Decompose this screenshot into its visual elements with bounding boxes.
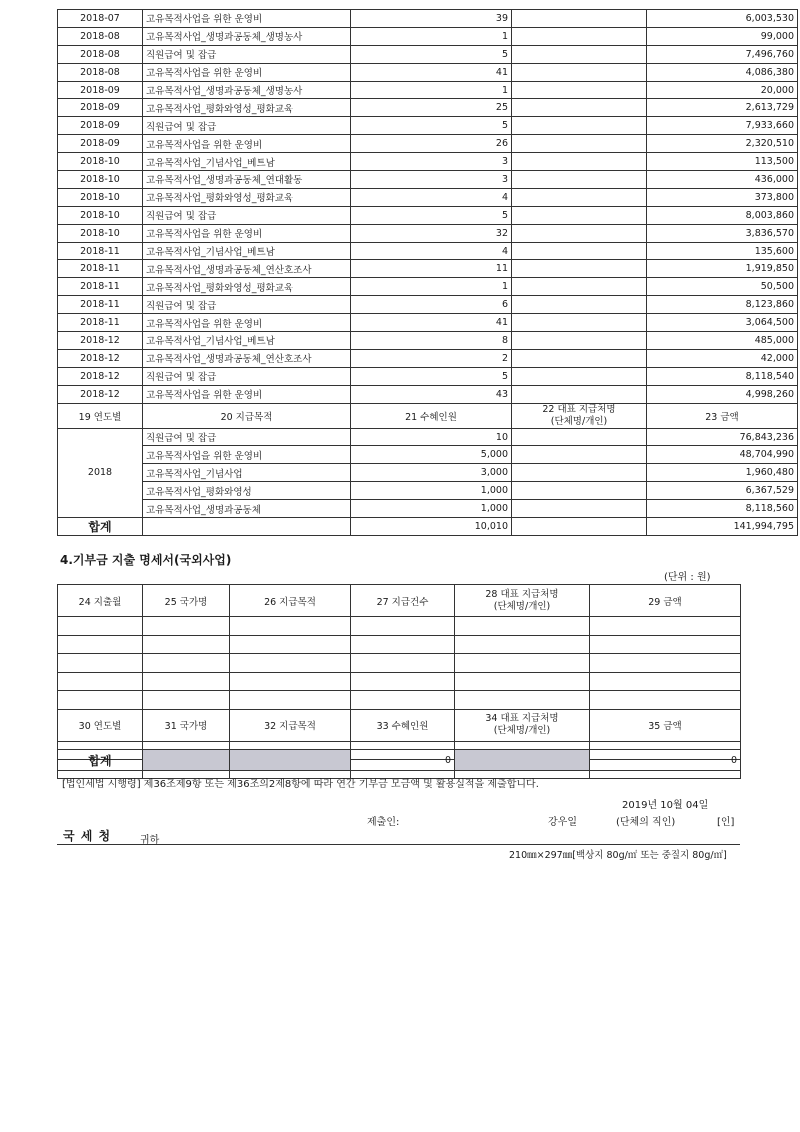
row-amount: 20,000: [647, 81, 798, 99]
row-month: 2018-12: [58, 349, 143, 367]
row-amount: 135,600: [647, 242, 798, 260]
row-purpose: 고유목적사업을 위한 운영비: [143, 224, 351, 242]
row-amount: 3,064,500: [647, 314, 798, 332]
summary-count: 10: [351, 428, 512, 446]
row-rep: [512, 224, 647, 242]
row-purpose: 고유목적사업_기념사업_베트남: [143, 153, 351, 171]
row-count: 1: [351, 81, 512, 99]
row-rep: [512, 206, 647, 224]
unit-label: (단위 : 원): [664, 572, 711, 583]
expenditure-row: [58, 188, 798, 206]
expenditure-row: [58, 349, 798, 367]
row-amount: 373,800: [647, 188, 798, 206]
row-count: 2: [351, 349, 512, 367]
row-count: 5: [351, 206, 512, 224]
col-rep-recipient-header: [455, 585, 590, 617]
row-rep: [512, 27, 647, 45]
row-rep: [512, 117, 647, 135]
overseas-total-row: [58, 750, 741, 771]
summary-row: [58, 500, 798, 518]
summary-amount: 1,960,480: [647, 464, 798, 482]
expenditure-row: [58, 45, 798, 63]
row-purpose: 고유목적사업을 위한 운영비: [143, 385, 351, 403]
row-amount: 2,320,510: [647, 135, 798, 153]
row-rep: [512, 135, 647, 153]
expenditure-row: [58, 153, 798, 171]
expenditure-row: [58, 206, 798, 224]
row-purpose: 고유목적사업_평화와영성_평화교육: [143, 278, 351, 296]
monthly-rows: [58, 10, 798, 404]
expenditure-row: [58, 63, 798, 81]
expenditure-row: [58, 367, 798, 385]
seal-label: (단체의 직인): [616, 817, 676, 828]
row-rep: [512, 385, 647, 403]
col-beneficiaries-header: 33 수혜인원: [351, 709, 455, 741]
total-count: 10,010: [351, 518, 512, 536]
empty-row: [58, 672, 741, 691]
shaded-cell: [455, 750, 590, 771]
summary-count: 1,000: [351, 500, 512, 518]
row-amount: 8,123,860: [647, 296, 798, 314]
expenditure-row: [58, 242, 798, 260]
row-month: 2018-10: [58, 188, 143, 206]
row-count: 5: [351, 45, 512, 63]
row-rep: [512, 63, 647, 81]
paper-spec: 210㎜×297㎜[백상지 80g/㎡ 또는 중질지 80g/㎡]: [509, 850, 727, 861]
expenditure-row: [58, 224, 798, 242]
summary-purpose: 고유목적사업_생명과공동체: [143, 500, 351, 518]
overseas-total-table: [57, 749, 741, 771]
row-amount: 2,613,729: [647, 99, 798, 117]
row-month: 2018-09: [58, 117, 143, 135]
row-rep: [512, 99, 647, 117]
expenditure-row: [58, 10, 798, 28]
row-amount: 4,086,380: [647, 63, 798, 81]
row-month: 2018-12: [58, 332, 143, 350]
col-amount-header: 23 금액: [647, 403, 798, 428]
row-count: 32: [351, 224, 512, 242]
row-rep: [512, 171, 647, 189]
row-amount: 485,000: [647, 332, 798, 350]
total-purpose-empty: [143, 518, 351, 536]
overseas-total-label: 합계: [58, 750, 143, 771]
row-count: 1: [351, 278, 512, 296]
row-rep: [512, 349, 647, 367]
row-count: 5: [351, 367, 512, 385]
row-count: 41: [351, 314, 512, 332]
row-count: 5: [351, 117, 512, 135]
row-month: 2018-12: [58, 367, 143, 385]
row-amount: 8,118,540: [647, 367, 798, 385]
summary-rep: [512, 428, 647, 446]
summary-purpose: 직원급여 및 잡급: [143, 428, 351, 446]
expenditure-row: [58, 135, 798, 153]
row-count: 26: [351, 135, 512, 153]
row-purpose: 직원급여 및 잡급: [143, 296, 351, 314]
summary-count: 3,000: [351, 464, 512, 482]
rep-header-line1: 34 대표 지급처명: [485, 713, 559, 724]
expenditure-row: [58, 27, 798, 45]
summary-row: [58, 482, 798, 500]
row-amount: 4,998,260: [647, 385, 798, 403]
row-purpose: 고유목적사업을 위한 운영비: [143, 63, 351, 81]
row-count: 39: [351, 10, 512, 28]
seal-mark: [인]: [717, 817, 735, 828]
submission-date: 2019년 10월 04일: [622, 800, 709, 811]
row-count: 8: [351, 332, 512, 350]
expenditure-row: [58, 278, 798, 296]
row-amount: 3,836,570: [647, 224, 798, 242]
row-month: 2018-09: [58, 99, 143, 117]
row-purpose: 고유목적사업_생명과공동체_연대활동: [143, 171, 351, 189]
row-purpose: 고유목적사업_평화와영성_평화교육: [143, 99, 351, 117]
row-rep: [512, 367, 647, 385]
row-month: 2018-11: [58, 278, 143, 296]
footer-divider: [57, 844, 740, 845]
summary-row: [58, 464, 798, 482]
row-purpose: 고유목적사업_생명과공동체_연산호조사: [143, 260, 351, 278]
row-count: 4: [351, 188, 512, 206]
row-rep: [512, 242, 647, 260]
submitter-name: 강우일: [548, 817, 577, 828]
row-month: 2018-10: [58, 224, 143, 242]
col-country-header: 31 국가명: [143, 709, 230, 741]
summary-purpose: 고유목적사업_기념사업: [143, 464, 351, 482]
summary-rep: [512, 482, 647, 500]
row-month: 2018-11: [58, 260, 143, 278]
summary-header-row: [58, 403, 798, 428]
row-purpose: 직원급여 및 잡급: [143, 117, 351, 135]
row-purpose: 직원급여 및 잡급: [143, 206, 351, 224]
row-purpose: 직원급여 및 잡급: [143, 45, 351, 63]
row-month: 2018-09: [58, 135, 143, 153]
row-month: 2018-10: [58, 206, 143, 224]
row-rep: [512, 153, 647, 171]
col-rep-recipient-header: [512, 403, 647, 428]
col-amount-header: 35 금액: [590, 709, 741, 741]
row-count: 25: [351, 99, 512, 117]
rep-header-line2: (단체명/개인): [493, 725, 551, 736]
expenditure-row: [58, 260, 798, 278]
row-month: 2018-12: [58, 385, 143, 403]
row-month: 2018-10: [58, 153, 143, 171]
row-purpose: 직원급여 및 잡급: [143, 367, 351, 385]
summary-purpose: 고유목적사업을 위한 운영비: [143, 446, 351, 464]
summary-row: [58, 428, 798, 446]
col-month-header: 24 지출월: [58, 585, 143, 617]
row-purpose: 고유목적사업을 위한 운영비: [143, 10, 351, 28]
row-amount: 50,500: [647, 278, 798, 296]
row-purpose: 고유목적사업_기념사업_베트남: [143, 332, 351, 350]
total-rep-empty: [512, 518, 647, 536]
empty-row: [58, 617, 741, 636]
row-rep: [512, 81, 647, 99]
row-amount: 7,933,660: [647, 117, 798, 135]
row-amount: 6,003,530: [647, 10, 798, 28]
row-month: 2018-08: [58, 45, 143, 63]
row-month: 2018-09: [58, 81, 143, 99]
row-rep: [512, 278, 647, 296]
empty-row: [58, 691, 741, 710]
summary-rep: [512, 446, 647, 464]
summary-purpose: 고유목적사업_평화와영성: [143, 482, 351, 500]
overseas-summary-header-row: [58, 709, 741, 741]
row-rep: [512, 188, 647, 206]
summary-rep: [512, 500, 647, 518]
summary-count: 1,000: [351, 482, 512, 500]
row-month: 2018-07: [58, 10, 143, 28]
row-rep: [512, 260, 647, 278]
total-amount: 141,994,795: [647, 518, 798, 536]
rep-header-line1: 28 대표 지급처명: [485, 588, 559, 600]
row-amount: 42,000: [647, 349, 798, 367]
row-amount: 99,000: [647, 27, 798, 45]
summary-amount: 48,704,990: [647, 446, 798, 464]
rep-header-line2: (단체명/개인): [493, 600, 551, 612]
legal-statement: [법인세법 시행령] 제36조제9항 또는 제36조의2제8항에 따라 연간 기부금 모금액 및 활용실적을 제출합니다.: [62, 779, 539, 790]
col-year-header: 30 연도별: [58, 709, 143, 741]
col-purpose-header: 20 지급목적: [143, 403, 351, 428]
summary-row: [58, 446, 798, 464]
summary-year: 2018: [58, 428, 143, 517]
col-cases-header: 27 지급건수: [351, 585, 455, 617]
row-amount: 113,500: [647, 153, 798, 171]
summary-amount: 6,367,529: [647, 482, 798, 500]
row-month: 2018-08: [58, 27, 143, 45]
row-month: 2018-11: [58, 242, 143, 260]
row-month: 2018-11: [58, 296, 143, 314]
summary-amount: 76,843,236: [647, 428, 798, 446]
row-purpose: 고유목적사업을 위한 운영비: [143, 135, 351, 153]
row-rep: [512, 314, 647, 332]
total-row: [58, 518, 798, 536]
col-purpose-header: 26 지급목적: [230, 585, 351, 617]
rep-header-line1: 22 대표 지급처명: [542, 403, 616, 415]
summary-count: 5,000: [351, 446, 512, 464]
total-label: 합계: [58, 518, 143, 536]
summary-amount: 8,118,560: [647, 500, 798, 518]
col-country-header: 25 국가명: [143, 585, 230, 617]
yearly-summary: [58, 403, 798, 535]
row-count: 3: [351, 171, 512, 189]
summary-rep: [512, 464, 647, 482]
row-count: 3: [351, 153, 512, 171]
row-count: 11: [351, 260, 512, 278]
row-count: 41: [351, 63, 512, 81]
col-amount-header: 29 금액: [590, 585, 741, 617]
expenditure-row: [58, 81, 798, 99]
rep-header-line2: (단체명/개인): [550, 415, 608, 427]
expenditure-row: [58, 99, 798, 117]
col-rep-recipient-header: [455, 709, 590, 741]
empty-row: [58, 635, 741, 654]
overseas-total-amount: 0: [590, 750, 741, 771]
row-amount: 1,919,850: [647, 260, 798, 278]
domestic-expenditure-table: [57, 9, 798, 536]
row-amount: 8,003,860: [647, 206, 798, 224]
expenditure-row: [58, 117, 798, 135]
row-count: 4: [351, 242, 512, 260]
expenditure-row: [58, 385, 798, 403]
row-month: 2018-10: [58, 171, 143, 189]
row-purpose: 고유목적사업_생명과공동체_생명농사: [143, 81, 351, 99]
col-beneficiaries-header: 21 수혜인원: [351, 403, 512, 428]
tax-office: 국 세 청: [63, 829, 112, 843]
row-rep: [512, 45, 647, 63]
section4-title: 4.기부금 지출 명세서(국외사업): [60, 553, 232, 567]
submitter-label: 제출인:: [367, 817, 400, 828]
row-month: 2018-11: [58, 314, 143, 332]
row-month: 2018-08: [58, 63, 143, 81]
row-amount: 436,000: [647, 171, 798, 189]
overseas-total-count: 0: [351, 750, 455, 771]
col-year-header: 19 연도별: [58, 403, 143, 428]
row-rep: [512, 332, 647, 350]
row-purpose: 고유목적사업_평화와영성_평화교육: [143, 188, 351, 206]
col-purpose-header: 32 지급목적: [230, 709, 351, 741]
expenditure-row: [58, 314, 798, 332]
row-count: 1: [351, 27, 512, 45]
row-count: 43: [351, 385, 512, 403]
expenditure-row: [58, 296, 798, 314]
row-amount: 7,496,760: [647, 45, 798, 63]
empty-row: [58, 654, 741, 673]
row-purpose: 고유목적사업_생명과공동체_연산호조사: [143, 349, 351, 367]
expenditure-row: [58, 332, 798, 350]
row-purpose: 고유목적사업_생명과공동체_생명농사: [143, 27, 351, 45]
row-rep: [512, 296, 647, 314]
overseas-header-row: [58, 585, 741, 617]
row-purpose: 고유목적사업_기념사업_베트남: [143, 242, 351, 260]
honorific: 귀하: [140, 835, 160, 846]
shaded-cell: [143, 750, 230, 771]
row-rep: [512, 10, 647, 28]
shaded-cell: [230, 750, 351, 771]
row-count: 6: [351, 296, 512, 314]
row-purpose: 고유목적사업을 위한 운영비: [143, 314, 351, 332]
expenditure-row: [58, 171, 798, 189]
